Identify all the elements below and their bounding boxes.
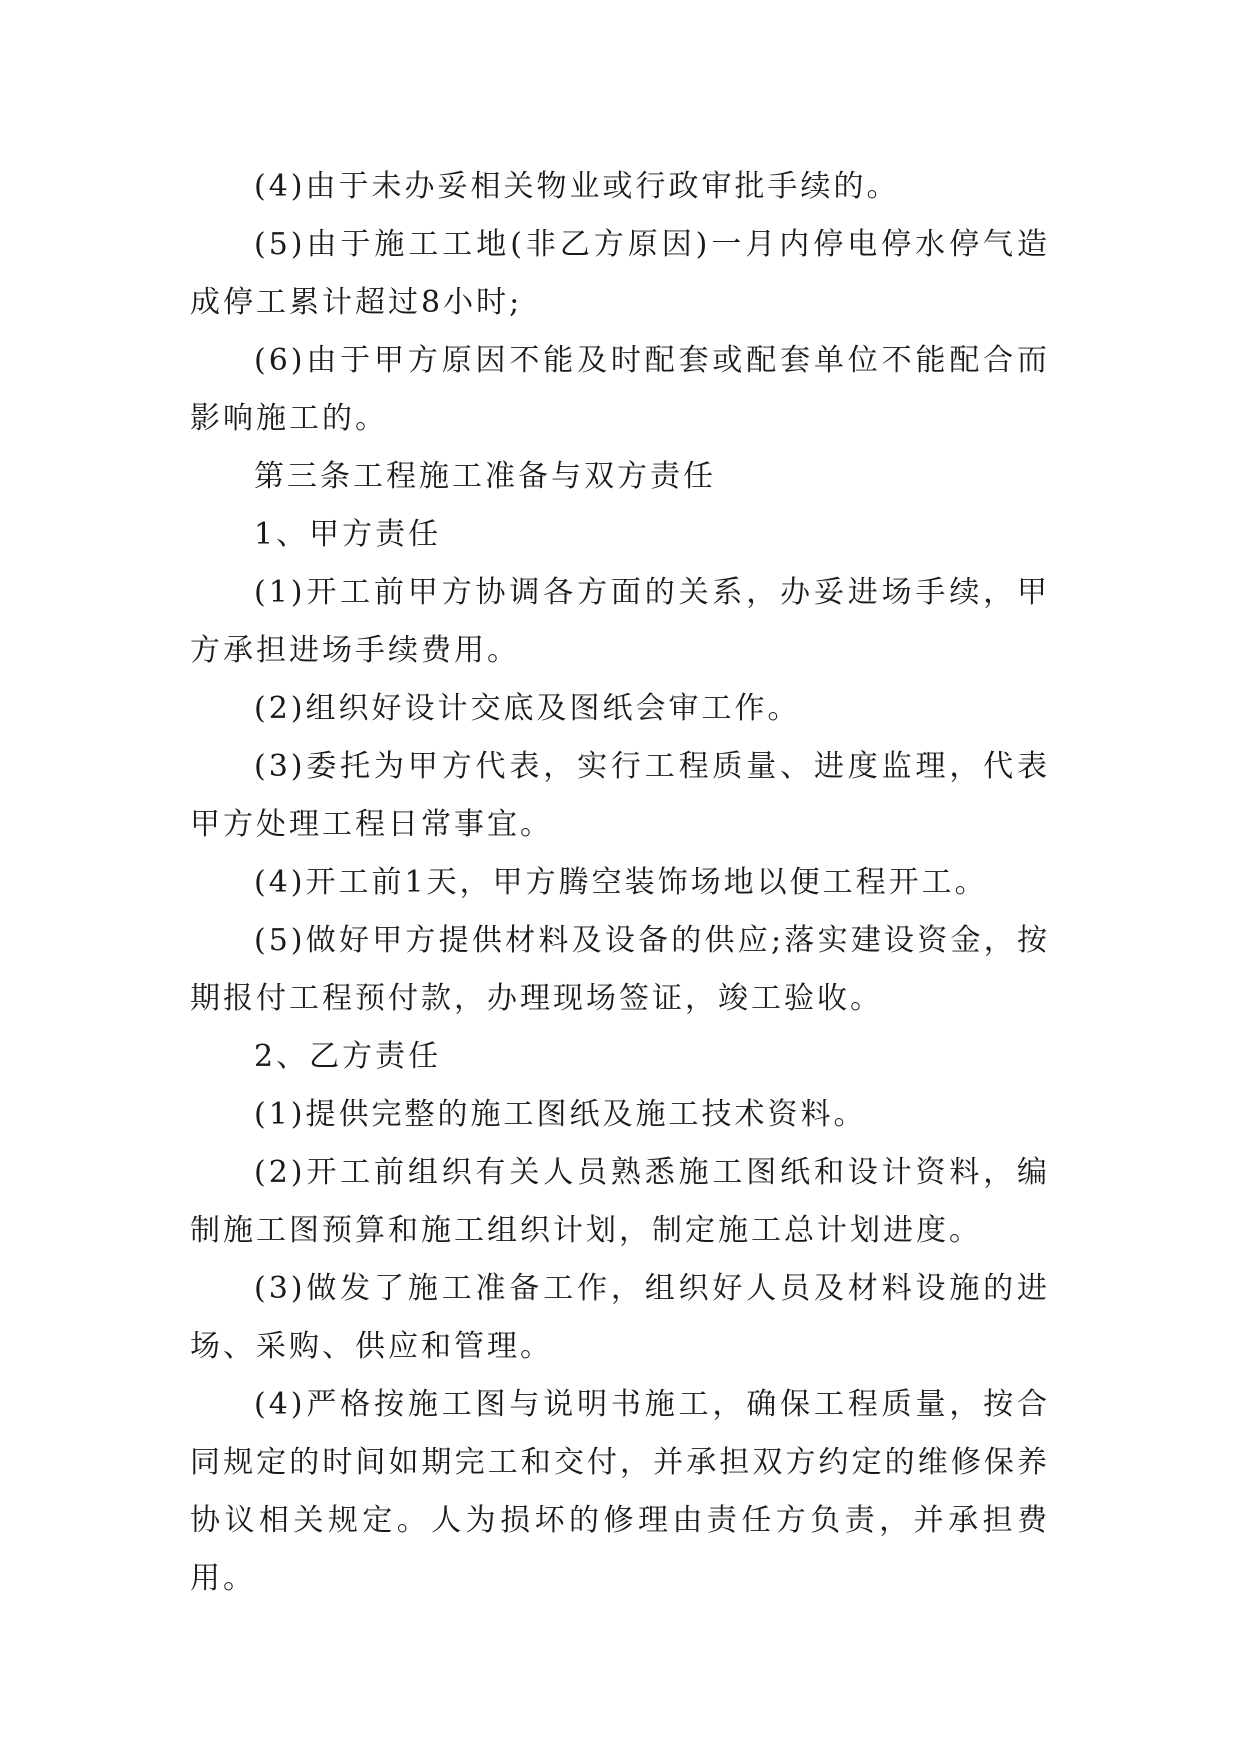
section-heading-article-3: 第三条工程施工准备与双方责任	[254, 459, 716, 494]
paragraph-clause-5-outage: (5)由于施工工地(非乙方原因)一月内停电停水停气造成停工累计超过8小时;	[190, 227, 1050, 320]
paragraph-party-a-item-2: (2)组织好设计交底及图纸会审工作。	[254, 691, 801, 726]
paragraph-party-a-item-5: (5)做好甲方提供材料及设备的供应;落实建设资金，按期报付工程预付款，办理现场签证，竣工验收。	[190, 923, 1050, 1016]
paragraph-party-b-item-4: (4)严格按施工图与说明书施工，确保工程质量，按合同规定的时间如期完工和交付，并承担双方约定的维修保养协议相关规定。人为损坏的修理由责任方负责，并承担费用。	[190, 1387, 1050, 1596]
document-body	[190, 158, 1050, 1608]
paragraph-party-b-item-1: (1)提供完整的施工图纸及施工技术资料。	[254, 1097, 867, 1132]
subheading-party-a-duties: 1、甲方责任	[254, 517, 442, 552]
paragraph-party-b-item-2: (2)开工前组织有关人员熟悉施工图纸和设计资料，编制施工图预算和施工组织计划，制定施工总计划进度。	[190, 1155, 1050, 1248]
paragraph-clause-6-coordination: (6)由于甲方原因不能及时配套或配套单位不能配合而影响施工的。	[190, 343, 1050, 436]
paragraph-party-b-item-3: (3)做发了施工准备工作，组织好人员及材料设施的进场、采购、供应和管理。	[190, 1271, 1050, 1364]
paragraph-party-a-item-4: (4)开工前1天，甲方腾空装饰场地以便工程开工。	[254, 865, 988, 900]
subheading-party-b-duties: 2、乙方责任	[254, 1039, 442, 1074]
paragraph-party-a-item-3: (3)委托为甲方代表，实行工程质量、进度监理，代表甲方处理工程日常事宜。	[190, 749, 1050, 842]
paragraph-clause-4-approval: (4)由于未办妥相关物业或行政审批手续的。	[254, 169, 900, 204]
paragraph-party-a-item-1: (1)开工前甲方协调各方面的关系，办妥进场手续，甲方承担进场手续费用。	[190, 575, 1050, 668]
